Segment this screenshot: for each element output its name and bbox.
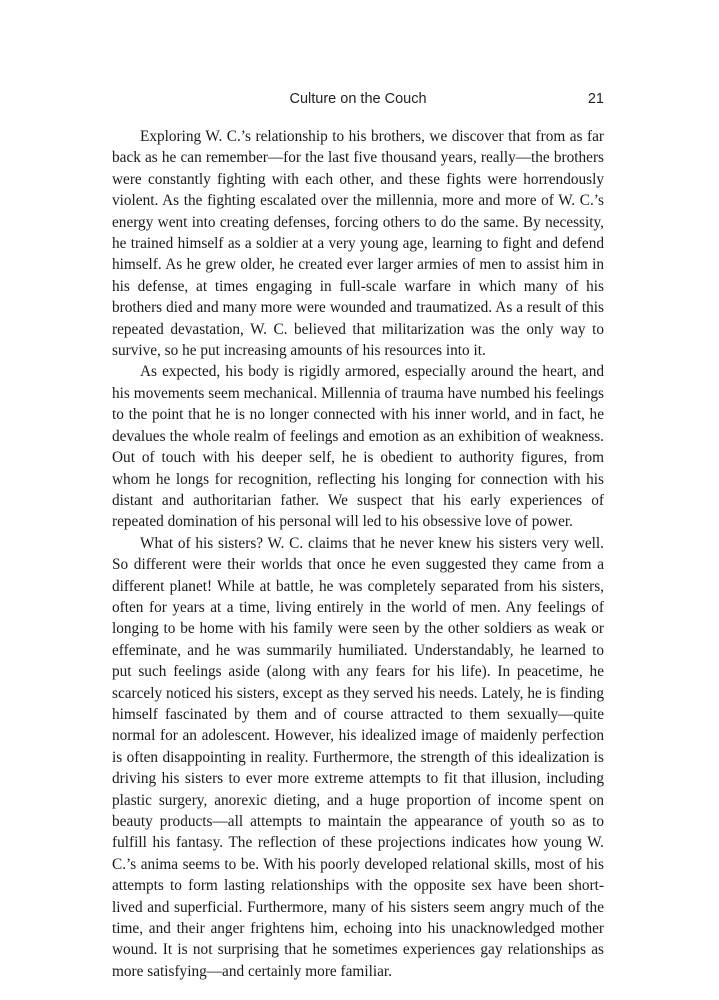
paragraph: What of his sisters? W. C. claims that he never knew his sisters very well. So different were their worlds that once he even suggested they came from a different planet! While at battle, he was completely separated from his sisters, often for years at a time, living entirely in the world of men. Any feelings of longing to be home with his family were seen by the other soldiers as weak or effeminate, and he was summarily humiliated. Understandably, he learned to put such feelings aside (along with any fears for his life). In peacetime, he scarcely noticed his sisters, except as they served his needs. Lately, he is finding himself fascinated by them and of course attracted to them sexually—quite normal for an adolescent. However, his idealized image of maidenly perfection is often disappointing in reality. Furthermore, the strength of this idealization is driving his sisters to ever more extreme attempts to fit that illusion, including plastic surgery, anorexic dieting, and a huge proportion of income spent on beauty products—all attempts to maintain the appearance of youth so as to fulfill his fantasy. The reflection of these projections indicates how young W. C.’s anima seems to be. With his poorly developed relational skills, most of his attempts to form lasting relationships with the opposite sex have been short-lived and superficial. Furthermore, many of his sisters seem angry much of the time, and their anger frightens him, echoing into his unacknowledged mother wound. It is not surprising that he sometimes experiences gay relationships as more satisfying—and certainly more familiar.	[112, 534, 604, 980]
running-head	[112, 89, 604, 109]
paragraph: Exploring W. C.’s relationship to his brothers, we discover that from as far back as he can remember—for the last five thousand years, really—the brothers were constantly fighting with each other, and these fights were horrendously violent. As the fighting escalated over the millennia, more and more of W. C.’s energy went into creating defenses, forcing others to do the same. By necessity, he trained himself as a soldier at a very young age, learning to fight and defend himself. As he grew older, he created ever larger armies of men to assist him in his defense, at times engaging in full-scale warfare in which many of his brothers died and many more were wounded and traumatized. As a result of this repeated devastation, W. C. believed that militarization was the only way to survive, so he put increasing amounts of his resources into it.	[112, 128, 604, 360]
page-number: 21	[587, 91, 604, 107]
body-text	[112, 126, 604, 982]
paragraph: As expected, his body is rigidly armored, especially around the heart, and his movements seem mechanical. Millennia of trauma have numbed his feelings to the point that he is no longer connected with his inner world, and in fact, he devalues the whole realm of feelings and emotion as an exhibition of weakness. Out of touch with his deeper self, he is obedient to authority figures, from whom he longs for recognition, reflecting his longing for connection with his distant and authoritarian father. We suspect that his early experiences of repeated domination of his personal will led to his obsessive love of power.	[112, 363, 604, 531]
running-title: Culture on the Couch	[289, 91, 427, 107]
